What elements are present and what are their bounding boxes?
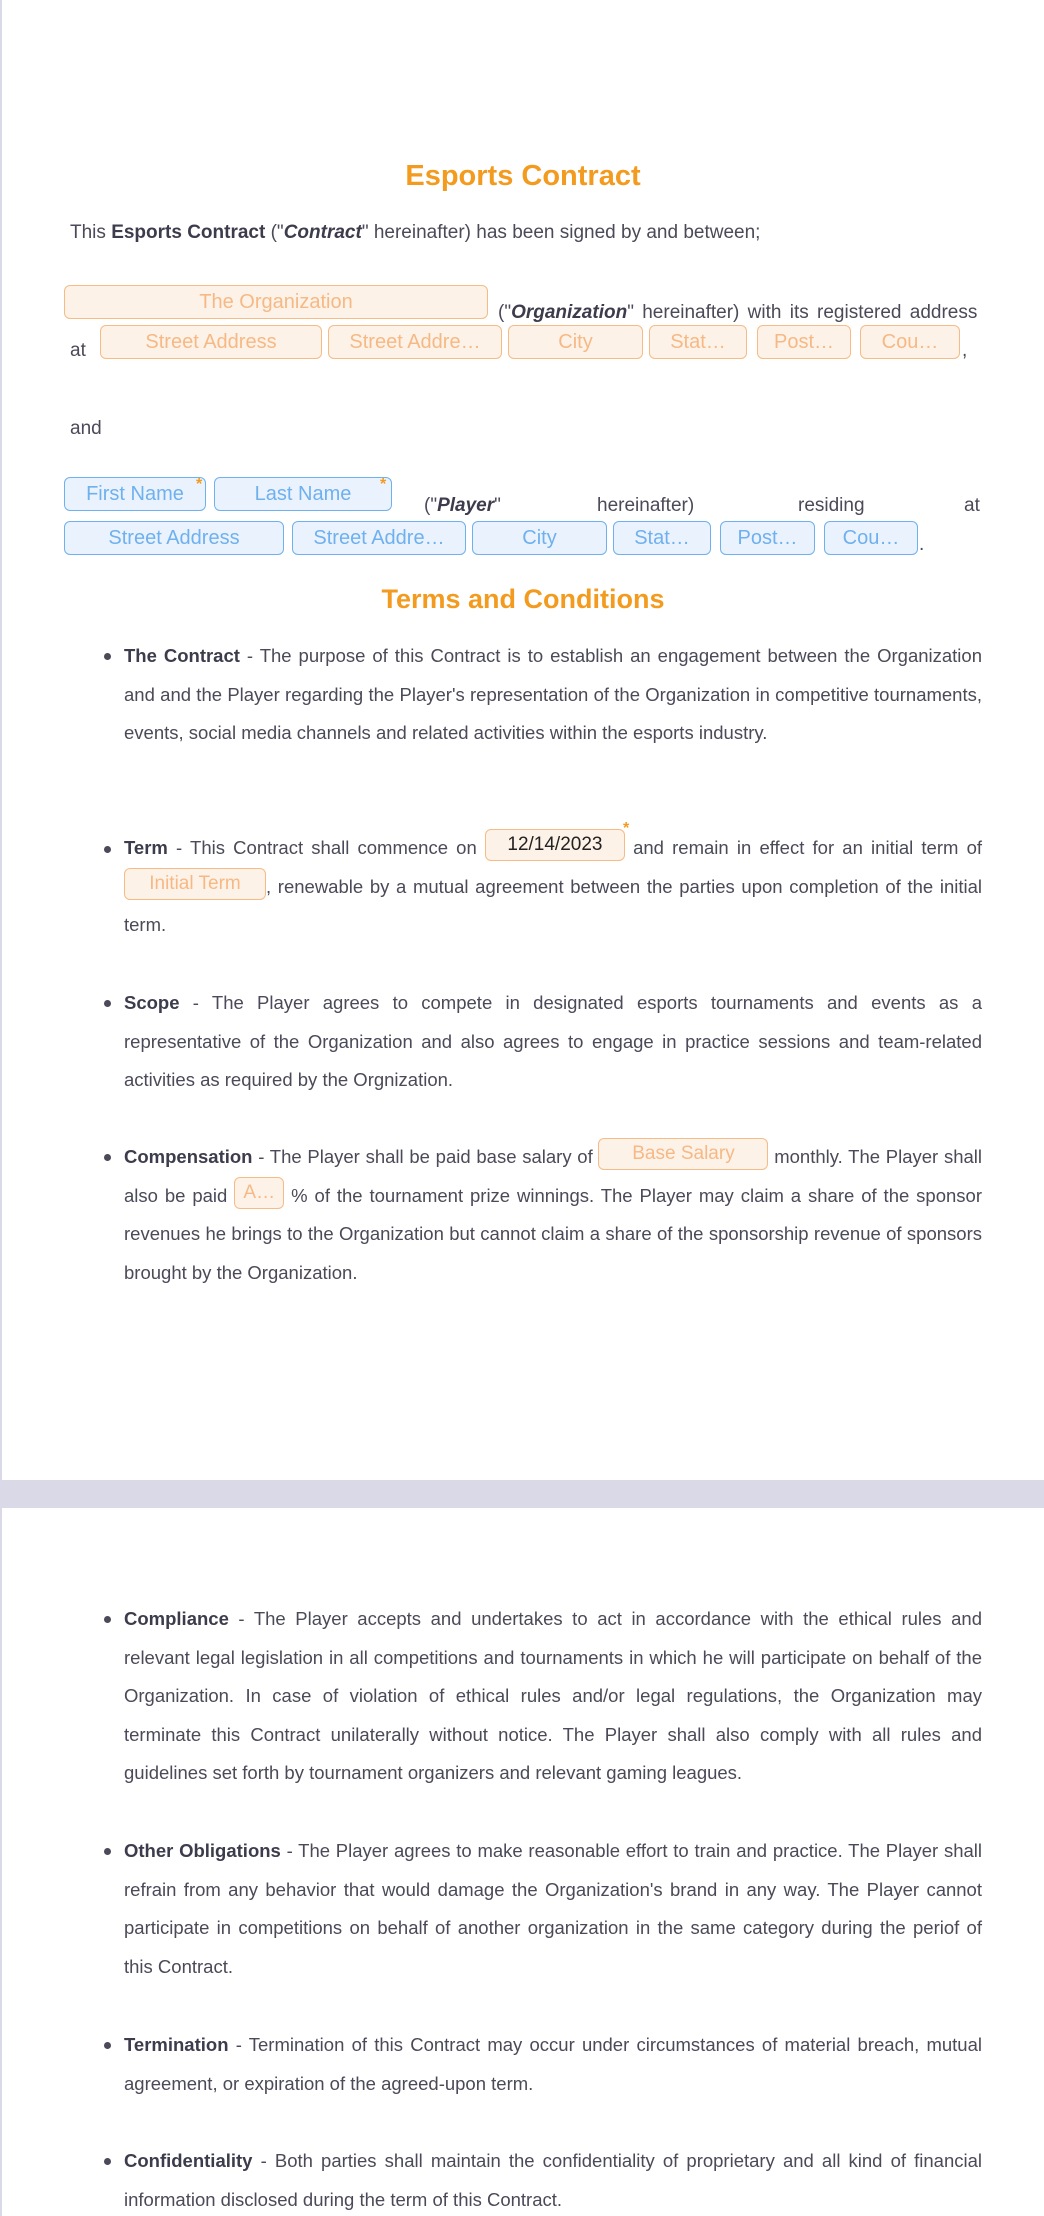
document-page-1 xyxy=(2,0,1044,1480)
bullet xyxy=(104,2158,111,2165)
start-date-field[interactable]: 12/14/2023 xyxy=(485,829,625,861)
prize-percentage-field[interactable]: A… xyxy=(234,1177,284,1209)
organization-state-field[interactable]: Stat… xyxy=(649,325,747,359)
player-label: ("Player" xyxy=(424,495,501,516)
player-at-text: at xyxy=(964,495,980,516)
player-hereinafter-text: hereinafter) xyxy=(597,495,695,516)
organization-name-field[interactable]: The Organization xyxy=(64,285,488,319)
organization-trailing-comma: , xyxy=(962,340,968,361)
bullet xyxy=(104,653,111,660)
first-name-required-mark: * xyxy=(196,476,203,493)
base-salary-field[interactable]: Base Salary xyxy=(598,1138,768,1170)
term-compensation: Compensation - The Player shall be paid base salary of Base Salary monthly. The Player shall also be paid A… % of the tournament prize winnings. The Player may claim a share of the sponsor revenues he brings to the Organization but cannot claim a share of the sponsorship revenue of sponsors brought by the Organization. xyxy=(124,1138,982,1292)
date-required-mark: * xyxy=(623,820,630,837)
organization-country-field[interactable]: Cou… xyxy=(860,325,960,359)
bullet xyxy=(104,1616,111,1623)
term-compliance: Compliance - The Player accepts and undertakes to act in accordance with the ethical rules and relevant legal legislation in all competitions and tournaments in which he will participate on behalf of the Organization. In case of violation of ethical rules and/or legal regulations, the Organization may terminate this Contract unilaterally without notice. The Player shall also comply with all rules and guidelines set forth by tournament organizers and relevant gaming leagues. xyxy=(124,1608,982,1783)
organization-city-field[interactable]: City xyxy=(508,325,643,359)
document-page-2 xyxy=(2,1508,1044,2216)
intro-paragraph: This Esports Contract ("Contract" hereinafter) has been signed by and between; xyxy=(70,222,761,243)
initial-term-field[interactable]: Initial Term xyxy=(124,868,266,900)
bullet xyxy=(104,846,111,853)
bullet xyxy=(104,1848,111,1855)
bullet xyxy=(104,1154,111,1161)
term-term: Term - This Contract shall commence on 12/14/2023 and remain in effect for an initial term of Initial Term , renewable by a mutual agreement between the parties upon completion of the initial term. xyxy=(124,829,982,945)
player-country-field[interactable]: Cou… xyxy=(824,521,918,555)
organization-street-address-field[interactable]: Street Address xyxy=(100,325,322,359)
player-first-name-field[interactable]: First Name xyxy=(64,477,206,511)
last-name-required-mark: * xyxy=(380,476,387,493)
player-residing-text: residing xyxy=(798,495,865,516)
term-confidentiality: Confidentiality - Both parties shall maintain the confidentiality of proprietary and all kind of financial information disclosed during the term of this Contract. xyxy=(124,2150,982,2210)
player-last-name-field[interactable]: Last Name xyxy=(214,477,392,511)
organization-postal-field[interactable]: Post… xyxy=(757,325,851,359)
term-contract: The Contract - The purpose of this Contract is to establish an engagement between the Organization and and the Player regarding the Player's representation of the Organization in competitive tournaments, events, social media channels and related activities within the esports industry. xyxy=(124,645,982,743)
player-street-address-2-field[interactable]: Street Addre… xyxy=(292,521,466,555)
player-city-field[interactable]: City xyxy=(472,521,607,555)
player-trailing-period: . xyxy=(919,534,925,555)
bullet xyxy=(104,1000,111,1007)
player-postal-field[interactable]: Post… xyxy=(720,521,815,555)
and-text: and xyxy=(70,418,102,439)
term-termination: Termination - Termination of this Contract may occur under circumstances of material breach, mutual agreement, or expiration of the agreed-upon term. xyxy=(124,2034,982,2094)
term-other-obligations: Other Obligations - The Player agrees to make reasonable effort to train and practice. The Player shall refrain from any behavior that would damage the Organization's brand in any way. The Player cannot participate in competitions on behalf of another organization in the same category during the periof of this Contract. xyxy=(124,1840,982,1977)
organization-at-text: at xyxy=(70,340,86,361)
player-state-field[interactable]: Stat… xyxy=(613,521,711,555)
terms-title: Terms and Conditions xyxy=(381,584,665,614)
bullet xyxy=(104,2042,111,2049)
document-title: Esports Contract xyxy=(405,160,641,192)
term-scope: Scope - The Player agrees to compete in designated esports tournaments and events as a representative of the Organization and also agrees to engage in practice sessions and team-related activities as required by the Orgnization. xyxy=(124,992,982,1090)
organization-street-address-2-field[interactable]: Street Addre… xyxy=(328,325,502,359)
player-street-address-field[interactable]: Street Address xyxy=(64,521,284,555)
organization-label: ("Organization" hereinafter) with its registered address xyxy=(498,302,978,323)
